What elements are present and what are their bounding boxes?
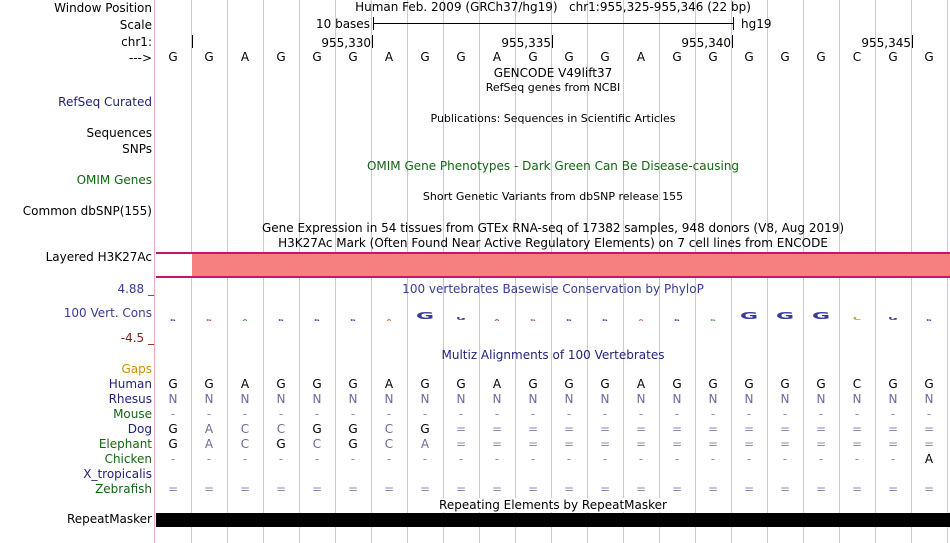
- aligned-base: G: [672, 377, 682, 391]
- multiz-track-title: Multiz Alignments of 100 Vertebrates: [441, 348, 665, 362]
- species-label[interactable]: Zebrafish: [95, 482, 152, 496]
- aligned-base: =: [635, 482, 647, 496]
- aligned-base: N: [348, 392, 358, 406]
- aligned-base: =: [275, 482, 287, 496]
- omim-track-title: OMIM Gene Phenotypes - Dark Green Can Be Disease-causing: [366, 159, 740, 173]
- reference-base: G: [744, 50, 754, 64]
- aligned-base: G: [600, 377, 610, 391]
- aligned-base: G: [708, 377, 718, 391]
- h3k27ac-track-title: H3K27Ac Mark (Often Found Near Active Regulatory Elements) on 7 cell lines from ENCODE: [278, 236, 828, 250]
- aligned-base: -: [314, 407, 320, 421]
- aligned-base: A: [384, 377, 394, 391]
- phylop-logo-letter: G: [456, 317, 466, 322]
- aligned-base: =: [635, 422, 647, 436]
- aligned-base: N: [780, 392, 790, 406]
- aligned-base: G: [420, 377, 430, 391]
- coord-label: 955,345: [861, 36, 911, 50]
- aligned-base: =: [599, 422, 611, 436]
- phylop-logo-letter: G: [674, 319, 680, 322]
- aligned-base: A: [204, 422, 214, 436]
- aligned-base: =: [455, 422, 467, 436]
- aligned-base: -: [890, 407, 896, 421]
- aligned-base: -: [494, 407, 500, 421]
- reference-base: A: [492, 50, 502, 64]
- phylop-logo-letter: G: [926, 319, 932, 322]
- aligned-base: -: [746, 452, 752, 466]
- aligned-base: =: [851, 482, 863, 496]
- aligned-base: C: [852, 377, 862, 391]
- snps-track-label[interactable]: SNPs: [122, 142, 152, 156]
- aligned-base: =: [923, 422, 935, 436]
- aligned-base: =: [851, 437, 863, 451]
- reference-base: A: [636, 50, 646, 64]
- aligned-base: -: [638, 452, 644, 466]
- repeatmasker-bar[interactable]: [156, 513, 950, 527]
- aligned-base: N: [384, 392, 394, 406]
- aligned-base: =: [815, 422, 827, 436]
- aligned-base: =: [527, 437, 539, 451]
- aligned-base: =: [491, 437, 503, 451]
- h3k27ac-gap: [156, 254, 192, 276]
- aligned-base: =: [383, 482, 395, 496]
- ruler-tick: [372, 35, 373, 48]
- aligned-base: -: [638, 407, 644, 421]
- aligned-base: =: [779, 482, 791, 496]
- aligned-base: N: [636, 392, 646, 406]
- aligned-base: -: [890, 452, 896, 466]
- vert-cons-track-label[interactable]: 100 Vert. Cons: [63, 306, 152, 320]
- aligned-base: =: [203, 482, 215, 496]
- aligned-base: A: [924, 452, 934, 466]
- aligned-base: -: [242, 407, 248, 421]
- aligned-base: -: [602, 407, 608, 421]
- aligned-base: -: [278, 452, 284, 466]
- aligned-base: -: [818, 452, 824, 466]
- aligned-base: -: [206, 452, 212, 466]
- aligned-base: -: [818, 407, 824, 421]
- aligned-base: =: [743, 482, 755, 496]
- aligned-base: N: [456, 392, 466, 406]
- aligned-base: =: [851, 422, 863, 436]
- coord-label: 955,335: [501, 36, 551, 50]
- aligned-base: -: [458, 452, 464, 466]
- aligned-base: =: [455, 437, 467, 451]
- species-label[interactable]: Mouse: [113, 407, 152, 421]
- repeatmasker-track-label[interactable]: RepeatMasker: [66, 512, 152, 526]
- phylop-logo-letter: A: [242, 319, 248, 322]
- aligned-base: =: [635, 437, 647, 451]
- assembly-name: Human Feb. 2009 (GRCh37/hg19): [355, 0, 558, 14]
- aligned-base: =: [563, 422, 575, 436]
- aligned-base: G: [276, 437, 286, 451]
- aligned-base: =: [923, 482, 935, 496]
- phylop-logo-letter: C: [852, 317, 862, 322]
- aligned-base: A: [204, 437, 214, 451]
- reference-base: A: [384, 50, 394, 64]
- reference-base: G: [564, 50, 574, 64]
- aligned-base: N: [276, 392, 286, 406]
- aligned-base: -: [782, 407, 788, 421]
- aligned-base: G: [348, 437, 358, 451]
- aligned-base: C: [384, 422, 394, 436]
- aligned-base: N: [924, 392, 934, 406]
- aligned-base: =: [491, 482, 503, 496]
- phylop-min-label: -4.5 _: [120, 331, 154, 345]
- phylop-logo-letter: A: [638, 319, 644, 322]
- aligned-base: -: [278, 407, 284, 421]
- aligned-base: -: [206, 407, 212, 421]
- aligned-base: -: [350, 452, 356, 466]
- aligned-base: =: [887, 437, 899, 451]
- ruler-tick: [552, 35, 553, 48]
- scale-db: hg19: [741, 17, 772, 31]
- aligned-base: N: [168, 392, 178, 406]
- reference-base: G: [780, 50, 790, 64]
- aligned-base: G: [168, 377, 178, 391]
- phylop-logo-letter: G: [602, 319, 608, 322]
- phylop-logo-letter: G: [710, 319, 716, 322]
- aligned-base: N: [600, 392, 610, 406]
- aligned-base: =: [491, 422, 503, 436]
- aligned-base: -: [170, 452, 176, 466]
- reference-base: G: [168, 50, 178, 64]
- publications-track-title: Publications: Sequences in Scientific Articles: [430, 112, 676, 125]
- reference-base: G: [348, 50, 358, 64]
- aligned-base: G: [312, 422, 322, 436]
- aligned-base: =: [599, 437, 611, 451]
- h3k27ac-signal-bar[interactable]: [156, 252, 950, 278]
- aligned-base: G: [168, 422, 178, 436]
- aligned-base: A: [636, 377, 646, 391]
- reference-base: G: [672, 50, 682, 64]
- species-label[interactable]: Human: [108, 377, 152, 391]
- aligned-base: =: [887, 422, 899, 436]
- gtex-track-title: Gene Expression in 54 tissues from GTEx RNA-seq of 17382 samples, 948 donors (V8, Aug 2019): [261, 221, 845, 235]
- aligned-base: =: [779, 437, 791, 451]
- reference-base: G: [708, 50, 718, 64]
- aligned-base: -: [566, 407, 572, 421]
- aligned-base: A: [240, 377, 250, 391]
- aligned-base: =: [815, 437, 827, 451]
- ruler-tick: [912, 35, 913, 48]
- aligned-base: N: [888, 392, 898, 406]
- aligned-base: C: [276, 422, 286, 436]
- reference-base: G: [528, 50, 538, 64]
- species-label[interactable]: Chicken: [104, 452, 152, 466]
- phylop-logo-letter: A: [386, 319, 392, 322]
- reference-base: G: [204, 50, 214, 64]
- aligned-base: G: [888, 377, 898, 391]
- phylop-logo-letter: G: [278, 319, 284, 322]
- aligned-base: G: [168, 437, 178, 451]
- aligned-base: =: [815, 482, 827, 496]
- phylop-logo-letter: G: [415, 312, 435, 322]
- scale-text: 10 bases: [316, 17, 370, 31]
- refseq-track-label[interactable]: RefSeq Curated: [58, 95, 152, 109]
- species-label[interactable]: X_tropicalis: [83, 467, 152, 481]
- phylop-logo-letter: G: [566, 319, 572, 322]
- aligned-base: C: [312, 437, 322, 451]
- coord-label: 955,340: [681, 36, 731, 50]
- aligned-base: -: [854, 407, 860, 421]
- phylop-logo-letter: G: [775, 312, 795, 322]
- window-position-label: Window Position: [54, 1, 152, 15]
- aligned-base: -: [602, 452, 608, 466]
- aligned-base: G: [528, 377, 538, 391]
- aligned-base: -: [386, 407, 392, 421]
- aligned-base: =: [527, 482, 539, 496]
- aligned-base: -: [386, 452, 392, 466]
- aligned-base: A: [420, 437, 430, 451]
- aligned-base: -: [674, 452, 680, 466]
- aligned-base: -: [242, 452, 248, 466]
- aligned-base: -: [746, 407, 752, 421]
- aligned-base: =: [311, 482, 323, 496]
- phylop-logo-letter: G: [739, 312, 759, 322]
- phylop-max-label: 4.88 _: [117, 282, 154, 296]
- omim-track-label[interactable]: OMIM Genes: [76, 173, 152, 187]
- species-label[interactable]: Elephant: [98, 437, 152, 451]
- coord-label: 955,330: [321, 36, 371, 50]
- reference-base: G: [312, 50, 322, 64]
- dbsnp-track-label[interactable]: Common dbSNP(155): [22, 204, 152, 218]
- aligned-base: -: [422, 407, 428, 421]
- aligned-base: G: [744, 377, 754, 391]
- aligned-base: G: [456, 377, 466, 391]
- reference-base: G: [276, 50, 286, 64]
- aligned-base: G: [816, 377, 826, 391]
- aligned-base: =: [743, 422, 755, 436]
- position-readout: chr1:955,325-955,346 (22 bp): [569, 0, 751, 14]
- phylop-logo-letter: G: [314, 319, 320, 322]
- reference-base: G: [924, 50, 934, 64]
- aligned-base: =: [563, 437, 575, 451]
- gencode-track-title[interactable]: GENCODE V49lift37: [493, 66, 613, 80]
- sequences-track-label[interactable]: Sequences: [86, 126, 152, 140]
- aligned-base: N: [564, 392, 574, 406]
- h3k27ac-track-label[interactable]: Layered H3K27Ac: [45, 250, 152, 264]
- aligned-base: =: [743, 437, 755, 451]
- aligned-base: =: [563, 482, 575, 496]
- aligned-base: -: [854, 452, 860, 466]
- phylop-logo-letter: G: [206, 319, 212, 322]
- aligned-base: N: [528, 392, 538, 406]
- aligned-base: -: [530, 452, 536, 466]
- aligned-base: =: [599, 482, 611, 496]
- phylop-logo-letter: G: [888, 317, 898, 322]
- aligned-base: =: [455, 482, 467, 496]
- phylop-logo-letter: G: [530, 319, 536, 322]
- aligned-base: -: [674, 407, 680, 421]
- aligned-base: -: [170, 407, 176, 421]
- aligned-base: -: [782, 452, 788, 466]
- reference-base: A: [240, 50, 250, 64]
- aligned-base: G: [780, 377, 790, 391]
- aligned-base: N: [420, 392, 430, 406]
- phylop-logo-letter: G: [811, 312, 831, 322]
- reference-base: G: [816, 50, 826, 64]
- aligned-base: C: [240, 437, 250, 451]
- aligned-base: G: [348, 422, 358, 436]
- aligned-base: G: [312, 377, 322, 391]
- aligned-base: =: [887, 482, 899, 496]
- scale-bar-right-tick: [733, 17, 734, 30]
- aligned-base: N: [708, 392, 718, 406]
- aligned-base: -: [710, 407, 716, 421]
- aligned-base: N: [240, 392, 250, 406]
- aligned-base: =: [239, 482, 251, 496]
- reference-base: C: [852, 50, 862, 64]
- aligned-base: -: [422, 452, 428, 466]
- scale-label: Scale: [119, 18, 152, 32]
- phylop-logo-letter: G: [170, 319, 176, 322]
- aligned-base: G: [348, 377, 358, 391]
- aligned-base: C: [384, 437, 394, 451]
- aligned-base: -: [566, 452, 572, 466]
- aligned-base: G: [420, 422, 430, 436]
- aligned-base: N: [492, 392, 502, 406]
- strand-toggle[interactable]: --->: [128, 51, 152, 65]
- aligned-base: =: [707, 482, 719, 496]
- reference-base: G: [600, 50, 610, 64]
- aligned-base: =: [527, 422, 539, 436]
- phylop-track-title: 100 vertebrates Basewise Conservation by PhyloP: [402, 282, 704, 296]
- aligned-base: G: [204, 377, 214, 391]
- aligned-base: =: [707, 422, 719, 436]
- ruler-tick: [732, 35, 733, 48]
- aligned-base: =: [347, 482, 359, 496]
- aligned-base: =: [923, 437, 935, 451]
- reference-base: G: [456, 50, 466, 64]
- aligned-base: C: [240, 422, 250, 436]
- aligned-base: -: [710, 452, 716, 466]
- aligned-base: =: [779, 422, 791, 436]
- aligned-base: =: [419, 482, 431, 496]
- reference-base: G: [420, 50, 430, 64]
- aligned-base: N: [744, 392, 754, 406]
- aligned-base: -: [494, 452, 500, 466]
- aligned-base: N: [672, 392, 682, 406]
- aligned-base: G: [276, 377, 286, 391]
- aligned-base: =: [671, 437, 683, 451]
- phylop-logo-letter: G: [350, 319, 356, 322]
- aligned-base: =: [167, 482, 179, 496]
- aligned-base: -: [350, 407, 356, 421]
- aligned-base: -: [926, 407, 932, 421]
- refseq-track-title: RefSeq genes from NCBI: [485, 81, 621, 94]
- aligned-base: N: [852, 392, 862, 406]
- aligned-base: =: [707, 437, 719, 451]
- aligned-base: =: [671, 422, 683, 436]
- phylop-logo-letter: A: [494, 319, 500, 322]
- aligned-base: N: [816, 392, 826, 406]
- repeatmasker-track-title: Repeating Elements by RepeatMasker: [439, 498, 667, 512]
- aligned-base: -: [530, 407, 536, 421]
- dbsnp-track-title: Short Genetic Variants from dbSNP release 155: [422, 190, 684, 203]
- species-label[interactable]: Rhesus: [108, 392, 152, 406]
- aligned-base: N: [204, 392, 214, 406]
- chr-label: chr1:: [121, 35, 152, 49]
- reference-base: G: [888, 50, 898, 64]
- aligned-base: N: [312, 392, 322, 406]
- aligned-base: G: [924, 377, 934, 391]
- aligned-base: =: [671, 482, 683, 496]
- aligned-base: G: [564, 377, 574, 391]
- ruler-tick: [192, 35, 193, 48]
- aligned-base: -: [314, 452, 320, 466]
- aligned-base: -: [458, 407, 464, 421]
- aligned-base: A: [492, 377, 502, 391]
- gaps-track-label[interactable]: Gaps: [121, 362, 152, 376]
- assembly-position-title: [355, 0, 751, 14]
- scale-bar: [373, 23, 734, 24]
- species-label[interactable]: Dog: [127, 422, 152, 436]
